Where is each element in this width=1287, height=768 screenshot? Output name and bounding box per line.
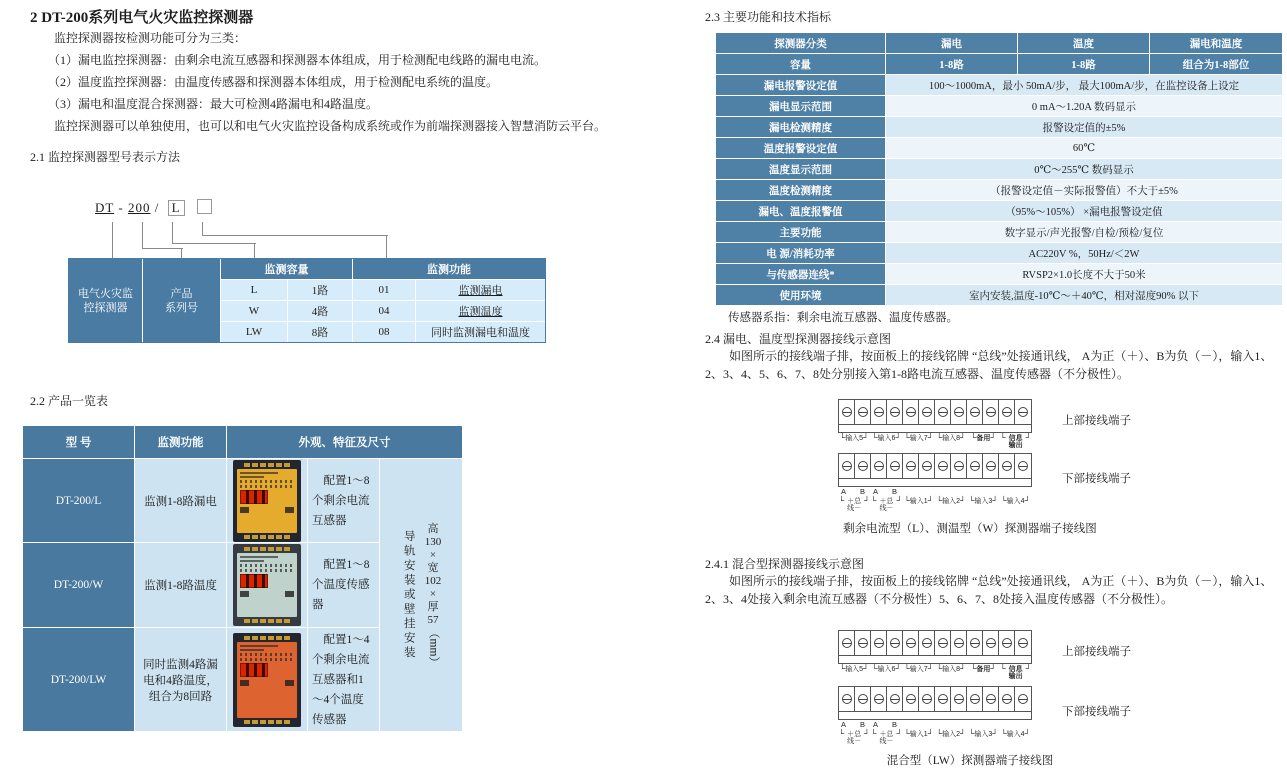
- outro-text: 监控探测器可以单独使用，也可以和电气火灾监控设备构成系统或作为前端探测器接入智慧消防云平台。: [54, 119, 607, 133]
- device-label-line: [240, 472, 278, 474]
- screw-terminal-icon: [951, 454, 967, 478]
- terminal-group-label: └ 备用: [976, 435, 991, 442]
- cell-text: 控探测器: [83, 301, 128, 314]
- terminal-strip-body: [838, 424, 1032, 433]
- dim-part: 厚: [427, 600, 439, 613]
- spec-label: 温度显示范围: [716, 159, 885, 179]
- table-cell: 01: [353, 280, 415, 300]
- upper-strip-label: 上部接线端子: [1062, 415, 1131, 427]
- device-button-row: [237, 535, 297, 539]
- screw-terminal-icon: [1015, 454, 1030, 478]
- dim-part: ×: [429, 587, 437, 600]
- table-cell: L: [221, 280, 287, 300]
- terminal-strip-lower: [838, 453, 1032, 512]
- pin-letter: A: [873, 720, 879, 729]
- spec-header: 探测器分类: [716, 33, 885, 53]
- table-cell: 8路: [288, 322, 352, 342]
- device-display: [240, 574, 268, 588]
- screw-terminal-icon: [1015, 631, 1030, 655]
- screw-terminal-icon: [855, 687, 871, 711]
- terminal-group-label: └ 输入1: [909, 731, 928, 738]
- table-cell: 监测漏电: [416, 280, 545, 300]
- dim-part: 57: [427, 613, 439, 626]
- section-2-4-1-title: 2.4.1 混合型探测器接线示意图: [705, 557, 865, 571]
- terminal-group: [903, 433, 935, 449]
- terminal-strip-lower: [838, 686, 1032, 745]
- screw-terminal-icon: [983, 631, 999, 655]
- terminal-group-label: └ 输入6: [877, 666, 896, 673]
- device-label-line: [240, 476, 264, 478]
- terminal-strip-body: [838, 711, 1032, 720]
- terminal-group: [838, 433, 870, 449]
- device-indicators: [240, 485, 294, 488]
- screw-terminal-icon: [935, 631, 951, 655]
- terminal-strip-upper: [838, 399, 1032, 449]
- terminal-strip-body: [838, 478, 1032, 487]
- terminal-group: [999, 729, 1031, 745]
- screw-terminal-icon: [999, 454, 1015, 478]
- spec-value: （报警设定值－实际报警值）不大于±5%: [886, 180, 1282, 200]
- terminal-group-label: └ 输入7: [909, 435, 928, 442]
- table-cell: 4路: [288, 301, 352, 321]
- terminal-groups: [838, 729, 1032, 745]
- product-config: 配置1～4个剩余电流互感器和1～4个温度传感器: [308, 628, 379, 731]
- terminal-group: [935, 664, 967, 680]
- terminal-group-label: └ 输入1: [909, 498, 928, 505]
- table-cell: W: [221, 301, 287, 321]
- terminal-group-label: └ 输入4: [1006, 498, 1025, 505]
- screw-terminal-icon: [839, 631, 855, 655]
- product-config: 配置1～8个剩余电流互感器: [308, 459, 379, 542]
- screw-terminal-icon: [887, 400, 903, 424]
- screw-terminal-icon: [951, 631, 967, 655]
- product-photo-cell: [227, 628, 307, 731]
- product-photo: [233, 544, 301, 626]
- device-indicators: [240, 564, 294, 567]
- product-photo-cell: [227, 459, 307, 542]
- device-button-row: [237, 547, 297, 551]
- device-button-row: [237, 619, 297, 623]
- device-button-row: [237, 463, 297, 467]
- table-cell: 08: [353, 322, 415, 342]
- terminal-group-label: └ 输入3: [974, 498, 993, 505]
- product-photo: [233, 633, 301, 727]
- screw-terminal-icon: [903, 631, 919, 655]
- device-panel: [237, 553, 297, 617]
- terminal-groups: [838, 664, 1032, 680]
- screw-terminal-icon: [951, 687, 967, 711]
- screw-terminal-icon: [919, 400, 935, 424]
- terminal-group-label: └ 信息输出: [1008, 435, 1023, 449]
- spec-label: 漏电报警设定值: [716, 75, 885, 95]
- device-button-row: [237, 636, 297, 640]
- product-config: 配置1～8个温度传感器: [308, 543, 379, 627]
- spec-label: 温度报警设定值: [716, 138, 885, 158]
- terminal-group: [935, 729, 967, 745]
- dim-part: （mm）: [427, 626, 440, 668]
- screw-terminal-icon: [839, 400, 855, 424]
- diagram-caption-24: 剩余电流型（L）、测温型（W）探测器端子接线图: [843, 522, 1097, 535]
- product-photo-cell: [227, 543, 307, 627]
- lower-strip-label: 下部接线端子: [1062, 473, 1131, 485]
- device-indicators: [240, 480, 294, 483]
- diagram-caption-241: 混合型（LW）探测器端子接线图: [886, 754, 1054, 767]
- dim-part: 高: [427, 522, 439, 535]
- list-item-3: （3）漏电和温度混合探测器：最大可检测4路漏电和4路温度。: [48, 97, 379, 111]
- product-function: 监测1-8路漏电: [135, 459, 226, 542]
- terminal-pin-letters: [838, 487, 1032, 496]
- screw-terminal-icon: [935, 454, 951, 478]
- spec-header: 漏电: [886, 33, 1017, 53]
- spec-label: 电 源/消耗功率: [716, 243, 885, 263]
- pin-letter: A: [841, 487, 847, 496]
- cell-text: 电气火灾监: [78, 287, 133, 300]
- terminal-group: [903, 729, 935, 745]
- terminal-pin-letters: [838, 720, 1032, 729]
- spec-value: （95%～105%） ×漏电报警设定值: [886, 201, 1282, 221]
- spec-value: RVSP2×1.0长度不大于50米: [886, 264, 1282, 284]
- section-2-4-title: 2.4 漏电、温度型探测器接线示意图: [705, 332, 892, 346]
- terminal-group-label: └ ＋总线－: [879, 731, 894, 745]
- spec-value: 数字显示/声光报警/自检/预检/复位: [886, 222, 1282, 242]
- mount-text-vertical: 导轨安装或壁挂安装: [402, 529, 415, 661]
- screw-terminal-icon: [855, 400, 871, 424]
- terminal-screw-row: [838, 453, 1032, 478]
- product-list-table: [23, 426, 462, 731]
- device-indicators: [240, 569, 294, 572]
- screw-terminal-icon: [983, 454, 999, 478]
- spec-value: 0℃～255℃ 数码显示: [886, 159, 1282, 179]
- screw-terminal-icon: [839, 454, 855, 478]
- terminal-group-label: └ 输入8: [942, 435, 960, 442]
- device-label-line: [240, 649, 264, 651]
- section-2-2-title: 2.2 产品一览表: [30, 394, 109, 408]
- model-designation: [95, 199, 212, 216]
- dim-part: 102: [424, 574, 442, 587]
- pin-letter: B: [892, 487, 898, 496]
- terminal-group-label: └ ＋总线－: [879, 498, 894, 512]
- screw-terminal-icon: [983, 400, 999, 424]
- terminal-group-label: └ ＋总线－: [847, 498, 862, 512]
- model-capacity-box: L: [168, 200, 185, 216]
- connector-line: [386, 235, 387, 258]
- cell-text: 系列号: [165, 301, 198, 314]
- terminal-group: [967, 729, 999, 745]
- table-footnote: 传感器系指：剩余电流互感器、温度传感器。: [728, 311, 958, 324]
- screw-terminal-icon: [967, 631, 983, 655]
- screw-terminal-icon: [871, 631, 887, 655]
- connector-line: [202, 222, 388, 236]
- connector-line: [112, 222, 113, 258]
- device-label-line: [240, 645, 278, 647]
- spec-value: 100～1000mA，最小 50mA/步， 最大100mA/步，在监控设备上设定: [886, 75, 1282, 95]
- terminal-group-label: └ 输入3: [974, 731, 993, 738]
- model-series: 200: [127, 200, 151, 215]
- screw-terminal-icon: [935, 687, 951, 711]
- pin-letter: B: [860, 487, 866, 496]
- spec-value: AC220V %，50Hz/＜2W: [886, 243, 1282, 263]
- connector-line: [181, 248, 182, 258]
- terminal-group: [967, 496, 999, 512]
- terminal-group-label: └ ＋总线－: [847, 731, 862, 745]
- model-code-table: [68, 258, 546, 343]
- table-cell: 同时监测漏电和温度: [416, 322, 545, 342]
- terminal-group: [999, 664, 1031, 680]
- terminal-strip-upper: [838, 630, 1032, 680]
- dim-part: 宽: [427, 561, 439, 574]
- device-label-line: [240, 556, 278, 558]
- screw-terminal-icon: [935, 400, 951, 424]
- model-prefix: DT: [95, 200, 115, 215]
- section-2-3-title: 2.3 主要功能和技术指标: [705, 10, 832, 24]
- terminal-group-label: └ 输入7: [909, 666, 928, 673]
- table-cell: LW: [221, 322, 287, 342]
- spec-value: 组合为1-8部位: [1150, 54, 1282, 74]
- screw-terminal-icon: [903, 687, 919, 711]
- device-display: [240, 490, 268, 504]
- table-cell: 1路: [288, 280, 352, 300]
- device-buttons: [240, 591, 294, 597]
- col-header-model: 型 号: [23, 426, 134, 458]
- device-buttons: [240, 507, 294, 513]
- model-function-box: [197, 199, 212, 214]
- terminal-screw-row: [838, 686, 1032, 711]
- col-header-function: 监测功能: [135, 426, 226, 458]
- terminal-group-label: └ 输入2: [942, 731, 960, 738]
- dimensions-vertical: [425, 523, 442, 668]
- device-display: [240, 663, 268, 677]
- spec-label: 温度检测精度: [716, 180, 885, 200]
- product-model: DT-200/LW: [23, 628, 134, 731]
- product-model: DT-200/W: [23, 543, 134, 627]
- table-cell: 监测温度: [416, 301, 545, 321]
- screw-terminal-icon: [855, 454, 871, 478]
- lower-strip-label: 下部接线端子: [1062, 706, 1131, 718]
- terminal-group-label: └ 输入4: [1006, 731, 1025, 738]
- terminal-group: [838, 729, 870, 745]
- screw-terminal-icon: [983, 687, 999, 711]
- spec-label: 主要功能: [716, 222, 885, 242]
- table-cell: 04: [353, 301, 415, 321]
- spec-label: 与传感器连线*: [716, 264, 885, 284]
- model-dash: -: [118, 200, 124, 215]
- screw-terminal-icon: [999, 631, 1015, 655]
- table-cell-series: [143, 259, 220, 342]
- screw-terminal-icon: [887, 631, 903, 655]
- screw-terminal-icon: [855, 631, 871, 655]
- screw-terminal-icon: [951, 400, 967, 424]
- screw-terminal-icon: [967, 454, 983, 478]
- spec-label: 使用环境: [716, 285, 885, 305]
- model-slash: /: [154, 200, 160, 215]
- terminal-group-label: └ 输入6: [877, 435, 896, 442]
- product-function: 监测1-8路温度: [135, 543, 226, 627]
- terminal-strip-body: [838, 655, 1032, 664]
- spec-header: 漏电和温度: [1150, 33, 1282, 53]
- terminal-group-label: └ 信息输出: [1008, 666, 1023, 680]
- terminal-group: [999, 496, 1031, 512]
- terminal-group: [967, 433, 999, 449]
- screw-terminal-icon: [871, 400, 887, 424]
- terminal-group-label: └ 输入5: [845, 666, 864, 673]
- screw-terminal-icon: [999, 400, 1015, 424]
- terminal-group: [903, 664, 935, 680]
- screw-terminal-icon: [887, 454, 903, 478]
- terminal-group: [935, 496, 967, 512]
- terminal-group: [903, 496, 935, 512]
- device-panel: [237, 642, 297, 718]
- screw-terminal-icon: [919, 454, 935, 478]
- page-title: 2 DT-200系列电气火灾监控探测器: [30, 10, 254, 26]
- terminal-group: [838, 664, 870, 680]
- spec-value: 0 mA～1.20A 数码显示: [886, 96, 1282, 116]
- terminal-group: [838, 496, 870, 512]
- spec-label: 容量: [716, 54, 885, 74]
- spec-table: [716, 33, 1282, 305]
- terminal-group-label: └ 输入2: [942, 498, 960, 505]
- pin-letter: B: [860, 720, 866, 729]
- screw-terminal-icon: [839, 687, 855, 711]
- device-button-row: [237, 720, 297, 724]
- section-2-1-title: 2.1 监控探测器型号表示方法: [30, 150, 181, 164]
- terminal-group: [870, 664, 902, 680]
- terminal-groups: [838, 496, 1032, 512]
- section-2-4-body: 如图所示的接线端子排，按面板上的接线铭牌 “总线”处接通讯线， A为正（＋）、B为负（－），输入1、2、3、4、5、6、7、8处分别接入第1-8路电流互感器、温度传感器（不分极性）。: [705, 349, 1273, 381]
- device-indicators: [240, 653, 294, 656]
- pin-letter: B: [892, 720, 898, 729]
- spec-value: 1-8路: [886, 54, 1017, 74]
- terminal-groups: [838, 433, 1032, 449]
- product-function: 同时监测4路漏电和4路温度，组合为8回路: [135, 628, 226, 731]
- terminal-group: [870, 729, 902, 745]
- cell-text: 产品: [170, 287, 193, 300]
- spec-value: 报警设定值的±5%: [886, 117, 1282, 137]
- mount-dims-cell: [380, 459, 462, 731]
- terminal-group: [870, 496, 902, 512]
- screw-terminal-icon: [999, 687, 1015, 711]
- terminal-screw-row: [838, 630, 1032, 655]
- screw-terminal-icon: [903, 400, 919, 424]
- screw-terminal-icon: [887, 687, 903, 711]
- screw-terminal-icon: [1015, 687, 1030, 711]
- spec-label: 漏电、温度报警值: [716, 201, 885, 221]
- header-capacity: 监测容量: [221, 259, 352, 279]
- screw-terminal-icon: [903, 454, 919, 478]
- terminal-group: [999, 433, 1031, 449]
- spec-label: 漏电显示范围: [716, 96, 885, 116]
- list-item-2: （2）温度监控探测器：由温度传感器和探测器本体组成，用于检测配电系统的温度。: [48, 75, 499, 89]
- terminal-screw-row: [838, 399, 1032, 424]
- screw-terminal-icon: [871, 687, 887, 711]
- upper-strip-label: 上部接线端子: [1062, 646, 1131, 658]
- spec-header: 温度: [1018, 33, 1149, 53]
- col-header-appearance: 外观、特征及尺寸: [227, 426, 462, 458]
- product-photo: [233, 460, 301, 542]
- terminal-group-label: └ 输入8: [942, 666, 960, 673]
- intro-block: [30, 27, 620, 137]
- device-buttons: [240, 680, 294, 686]
- screw-terminal-icon: [919, 631, 935, 655]
- spec-label: 漏电检测精度: [716, 117, 885, 137]
- dim-part: 130: [424, 535, 442, 548]
- connector-line: [254, 243, 255, 258]
- device-panel: [237, 469, 297, 533]
- device-indicators: [240, 658, 294, 661]
- screw-terminal-icon: [871, 454, 887, 478]
- terminal-group: [870, 433, 902, 449]
- screw-terminal-icon: [967, 687, 983, 711]
- table-cell-category: [69, 259, 142, 342]
- terminal-group-label: └ 备用: [976, 666, 991, 673]
- screw-terminal-icon: [967, 400, 983, 424]
- section-2-4-1-body: 如图所示的接线端子排，按面板上的接线铭牌 “总线”处接通讯线， A为正（＋）、B为负（－），输入1、2、3、4处接入剩余电流互感器（不分极性）5、6、7、8处接入温度传感器（不分极性）。: [705, 574, 1273, 606]
- product-model: DT-200/L: [23, 459, 134, 542]
- terminal-group-label: └ 输入5: [845, 435, 864, 442]
- screw-terminal-icon: [1015, 400, 1030, 424]
- spec-value: 1-8路: [1018, 54, 1149, 74]
- pin-letter: A: [873, 487, 879, 496]
- pin-letter: A: [841, 720, 847, 729]
- spec-value: 室内安装,温度-10℃～＋40℃，相对湿度90% 以下: [886, 285, 1282, 305]
- list-item-1: （1）漏电监控探测器：由剩余电流互感器和探测器本体组成，用于检测配电线路的漏电电流。: [48, 53, 547, 67]
- spec-value: 60℃: [886, 138, 1282, 158]
- header-function: 监测功能: [353, 259, 545, 279]
- intro-text: 监控探测器按检测功能可分为三类：: [54, 31, 247, 45]
- dim-part: ×: [429, 548, 437, 561]
- screw-terminal-icon: [919, 687, 935, 711]
- terminal-group: [935, 433, 967, 449]
- terminal-group: [967, 664, 999, 680]
- device-label-line: [240, 560, 264, 562]
